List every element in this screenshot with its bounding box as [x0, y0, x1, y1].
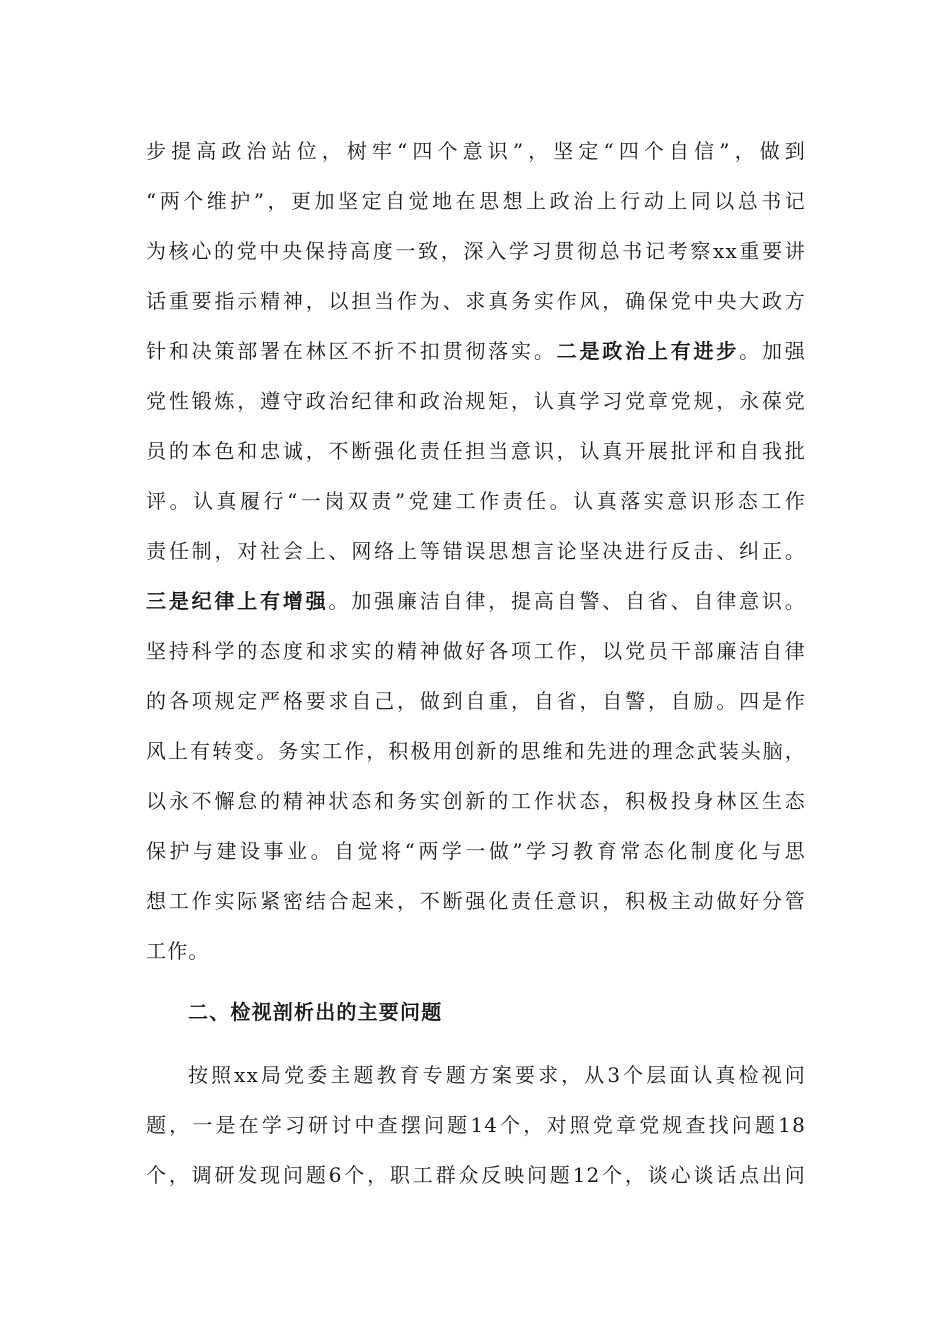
text-run: 的各项规定严格要求自己，做到自重，自省，自警，自励。四是作 [146, 689, 806, 713]
paragraph-line [146, 437, 806, 465]
text-run: 针和决策部署在林区不折不扣贯彻落实。 [146, 339, 557, 363]
paragraph-line [146, 387, 806, 415]
paragraph-line [146, 787, 806, 815]
text-run: 坚持科学的态度和求实的精神做好各项工作，以党员干部廉洁自律 [146, 639, 806, 663]
text-run: 员的本色和忠诚，不断强化责任担当意识，认真开展批评和自我批 [146, 439, 806, 463]
paragraph-line [146, 537, 806, 565]
paragraph-line [146, 187, 806, 215]
section-heading: 二、检视剖析出的主要问题 [188, 1000, 443, 1024]
paragraph-line [146, 287, 806, 315]
paragraph-line: 按照xx局党委主题教育专题方案要求，从3个层面认真检视问 [188, 1063, 806, 1087]
text-run: 。加强 [739, 339, 806, 363]
paragraph-line [146, 587, 806, 615]
text-run: 风上有转变。务实工作，积极用创新的思维和先进的理念武装头脑， [146, 739, 806, 763]
text-run: 以永不懈怠的精神状态和务实创新的工作状态，积极投身林区生态 [146, 789, 806, 813]
bold-highlight: 二是政治上有进步 [556, 339, 740, 363]
paragraph-line [146, 687, 806, 715]
paragraph-line [146, 737, 806, 765]
paragraph-line [146, 887, 806, 915]
text-run: “两个维护”，更加坚定自觉地在思想上政治上行动上同以总书记 [146, 189, 806, 213]
text-run: 党性锻炼，遵守政治纪律和政治规矩，认真学习党章党规，永葆党 [146, 389, 806, 413]
text-run: 想工作实际紧密结合起来，不断强化责任意识，积极主动做好分管 [146, 889, 806, 913]
paragraph-line [146, 237, 806, 265]
text-run: 责任制，对社会上、网络上等错误思想言论坚决进行反击、纠正。 [146, 539, 806, 563]
paragraph-line [146, 937, 806, 965]
text-run: 工作。 [146, 939, 210, 963]
text-run: 步提高政治站位，树牢“四个意识”，坚定“四个自信”，做到 [146, 139, 806, 163]
text-run: 话重要指示精神，以担当作为、求真务实作风，确保党中央大政方 [146, 289, 806, 313]
paragraph-line [146, 337, 806, 365]
text-run: 评。认真履行“一岗双责”党建工作责任。认真落实意识形态工作 [146, 489, 806, 513]
paragraph-line [146, 137, 806, 165]
paragraph-line: 个，调研发现问题6个，职工群众反映问题12个，谈心谈话点出问 [146, 1163, 806, 1187]
paragraph-line [146, 837, 806, 865]
bold-highlight: 三是纪律上有增强 [146, 589, 329, 613]
paragraph-line [146, 637, 806, 665]
text-run: 为核心的党中央保持高度一致，深入学习贯彻总书记考察xx重要讲 [146, 239, 806, 263]
text-run: 。加强廉洁自律，提高自警、自省、自律意识。 [328, 589, 806, 613]
text-run: 保护与建设事业。自觉将“两学一做”学习教育常态化制度化与思 [146, 839, 806, 863]
paragraph-line: 题，一是在学习研讨中查摆问题14个，对照党章党规查找问题18 [146, 1113, 806, 1137]
paragraph-line [146, 487, 806, 515]
